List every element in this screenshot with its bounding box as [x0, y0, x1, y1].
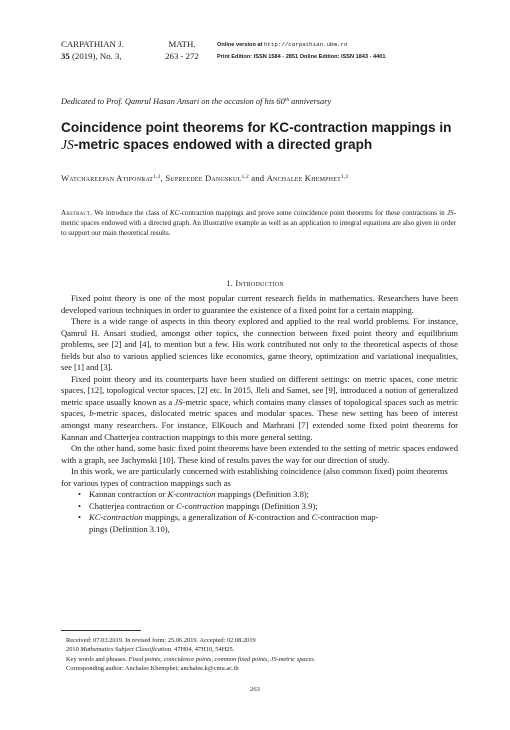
paragraph: Fixed point theory and its counterparts have been studied on different settings: on metric spaces, cone metric spaces, [12], topological vector spaces, [2] etc. In 2015, Jleli and Samet, see [9], introduced a notion of generalized metric space usually known as a JS-metric space, which contains many classes of topological spaces such as metric spaces, b-metric spaces, dislocated metric spaces and modular spaces. These new setting has been of interest amongst many researchers. For instance, ElKouch and Marhrani [7] extended some fixed point theorems for Kannan and Chatterjea contraction mappings to this more general setting.: [61, 373, 459, 442]
contraction-list: [61, 489, 458, 535]
msc-classification: 2010 Mathematics Subject Classification. 47H04, 47H10, 54H25.: [66, 646, 235, 654]
journal-subject: MATH.: [168, 39, 196, 49]
bullet-icon: •: [78, 489, 81, 500]
author-name: Supreedee Dangskul: [165, 173, 242, 183]
journal-pages: 263 - 272: [165, 50, 199, 61]
author-list: Watchareepan Atiponrat$^{1,2}$, Supreedee Dangskul$^{1,2}$ and Anchalee Khemphet$^{1,2}$: [61, 173, 349, 183]
footnote-divider: [61, 630, 141, 631]
paragraph: In this work, we are particularly concerned with establishing coincidence (also common fixed) point theorems for various types of contraction mappings such as: [61, 466, 448, 488]
paper-title: Coincidence point theorems for KC-contraction mappings in JS-metric spaces endowed with a directed graph: [61, 120, 452, 152]
issn-line: Print Edition: ISSN 1584 - 2851 Online Edition: ISSN 1843 - 4401: [217, 53, 386, 60]
journal-name: CARPATHIAN J.: [61, 39, 124, 49]
section-heading: 1. Introduction: [226, 278, 284, 288]
journal-online-info: [217, 39, 467, 63]
paragraph: On the other hand, some basic fixed point theorems have been extended to the setting of metric spaces endowed with a graph, see Jachymski [10]. These kind of results paves the way for our direction of study.: [61, 443, 458, 465]
keywords: Key words and phrases. Fixed points, coincidence points, common fixed points, JS-metric spaces.: [66, 655, 316, 663]
page-number: 263: [250, 686, 260, 693]
journal-subject-header: [157, 39, 207, 62]
bullet-icon: •: [78, 512, 81, 523]
dedication: Dedicated to Prof. Qamrul Hasan Ansari on the occasion of his 60th anniversary: [61, 97, 332, 106]
journal-url-link[interactable]: http://carpathian.ubm.ro: [263, 41, 348, 48]
journal-volume: 35 (2019), No. 3,: [61, 50, 122, 61]
list-item: • Kannan contraction or K-contraction mappings (Definition 3.8);: [78, 489, 310, 500]
paragraph: There is a wide range of aspects in this theory explored and applied to the real world problems. For instance, Qamrul H. Ansari studied, amongst other topics, the connection between fixed point theory and equilibrium problems, see [2] and [4], to mention but a few. His work contributed not only to the theoretical aspects of those fields but also to various applied sciences like economics, game theory, optimization and variational inequalities, see [1] and [3].: [61, 316, 458, 373]
journal-header: [61, 39, 153, 62]
corresponding-author: Corresponding author: Anchalee Khemphet; anchalee.k@cmu.ac.th: [66, 664, 239, 672]
list-item: • Chatterjea contraction or C-contraction mappings (Definition 3.9);: [78, 500, 318, 511]
list-item: • KC-contraction mappings, a generalization of K-contraction and C-contraction map- pings (Definition 3.10),: [78, 512, 379, 534]
abstract: Abstract. We introduce the class of KC-contraction mappings and prove some coincidence point theorems for these contractions in JS-metric spaces endowed with a directed graph. An illustrative example as well as an application to integral equations are also given in order to support our main theoretical results.: [61, 209, 456, 238]
author-name: Anchalee Khemphet: [266, 173, 341, 183]
footnotes: [66, 636, 458, 673]
paragraph: Fixed point theory is one of the most popular current research fields in mathematics. Researchers have been developed various techniques in order to guarantee the existence of a fixed point for a certain mapping.: [61, 293, 458, 315]
bullet-icon: •: [78, 500, 81, 511]
received-dates: Received: 07.03.2019. In revised form: 25.06.2019. Accepted: 02.08.2019: [66, 637, 256, 644]
author-name: Watchareepan Atiponrat: [61, 173, 154, 183]
online-version: Online version at http://carpathian.ubm.ro: [217, 41, 348, 48]
body-text: [61, 293, 458, 535]
abstract-heading: Abstract.: [61, 209, 93, 217]
